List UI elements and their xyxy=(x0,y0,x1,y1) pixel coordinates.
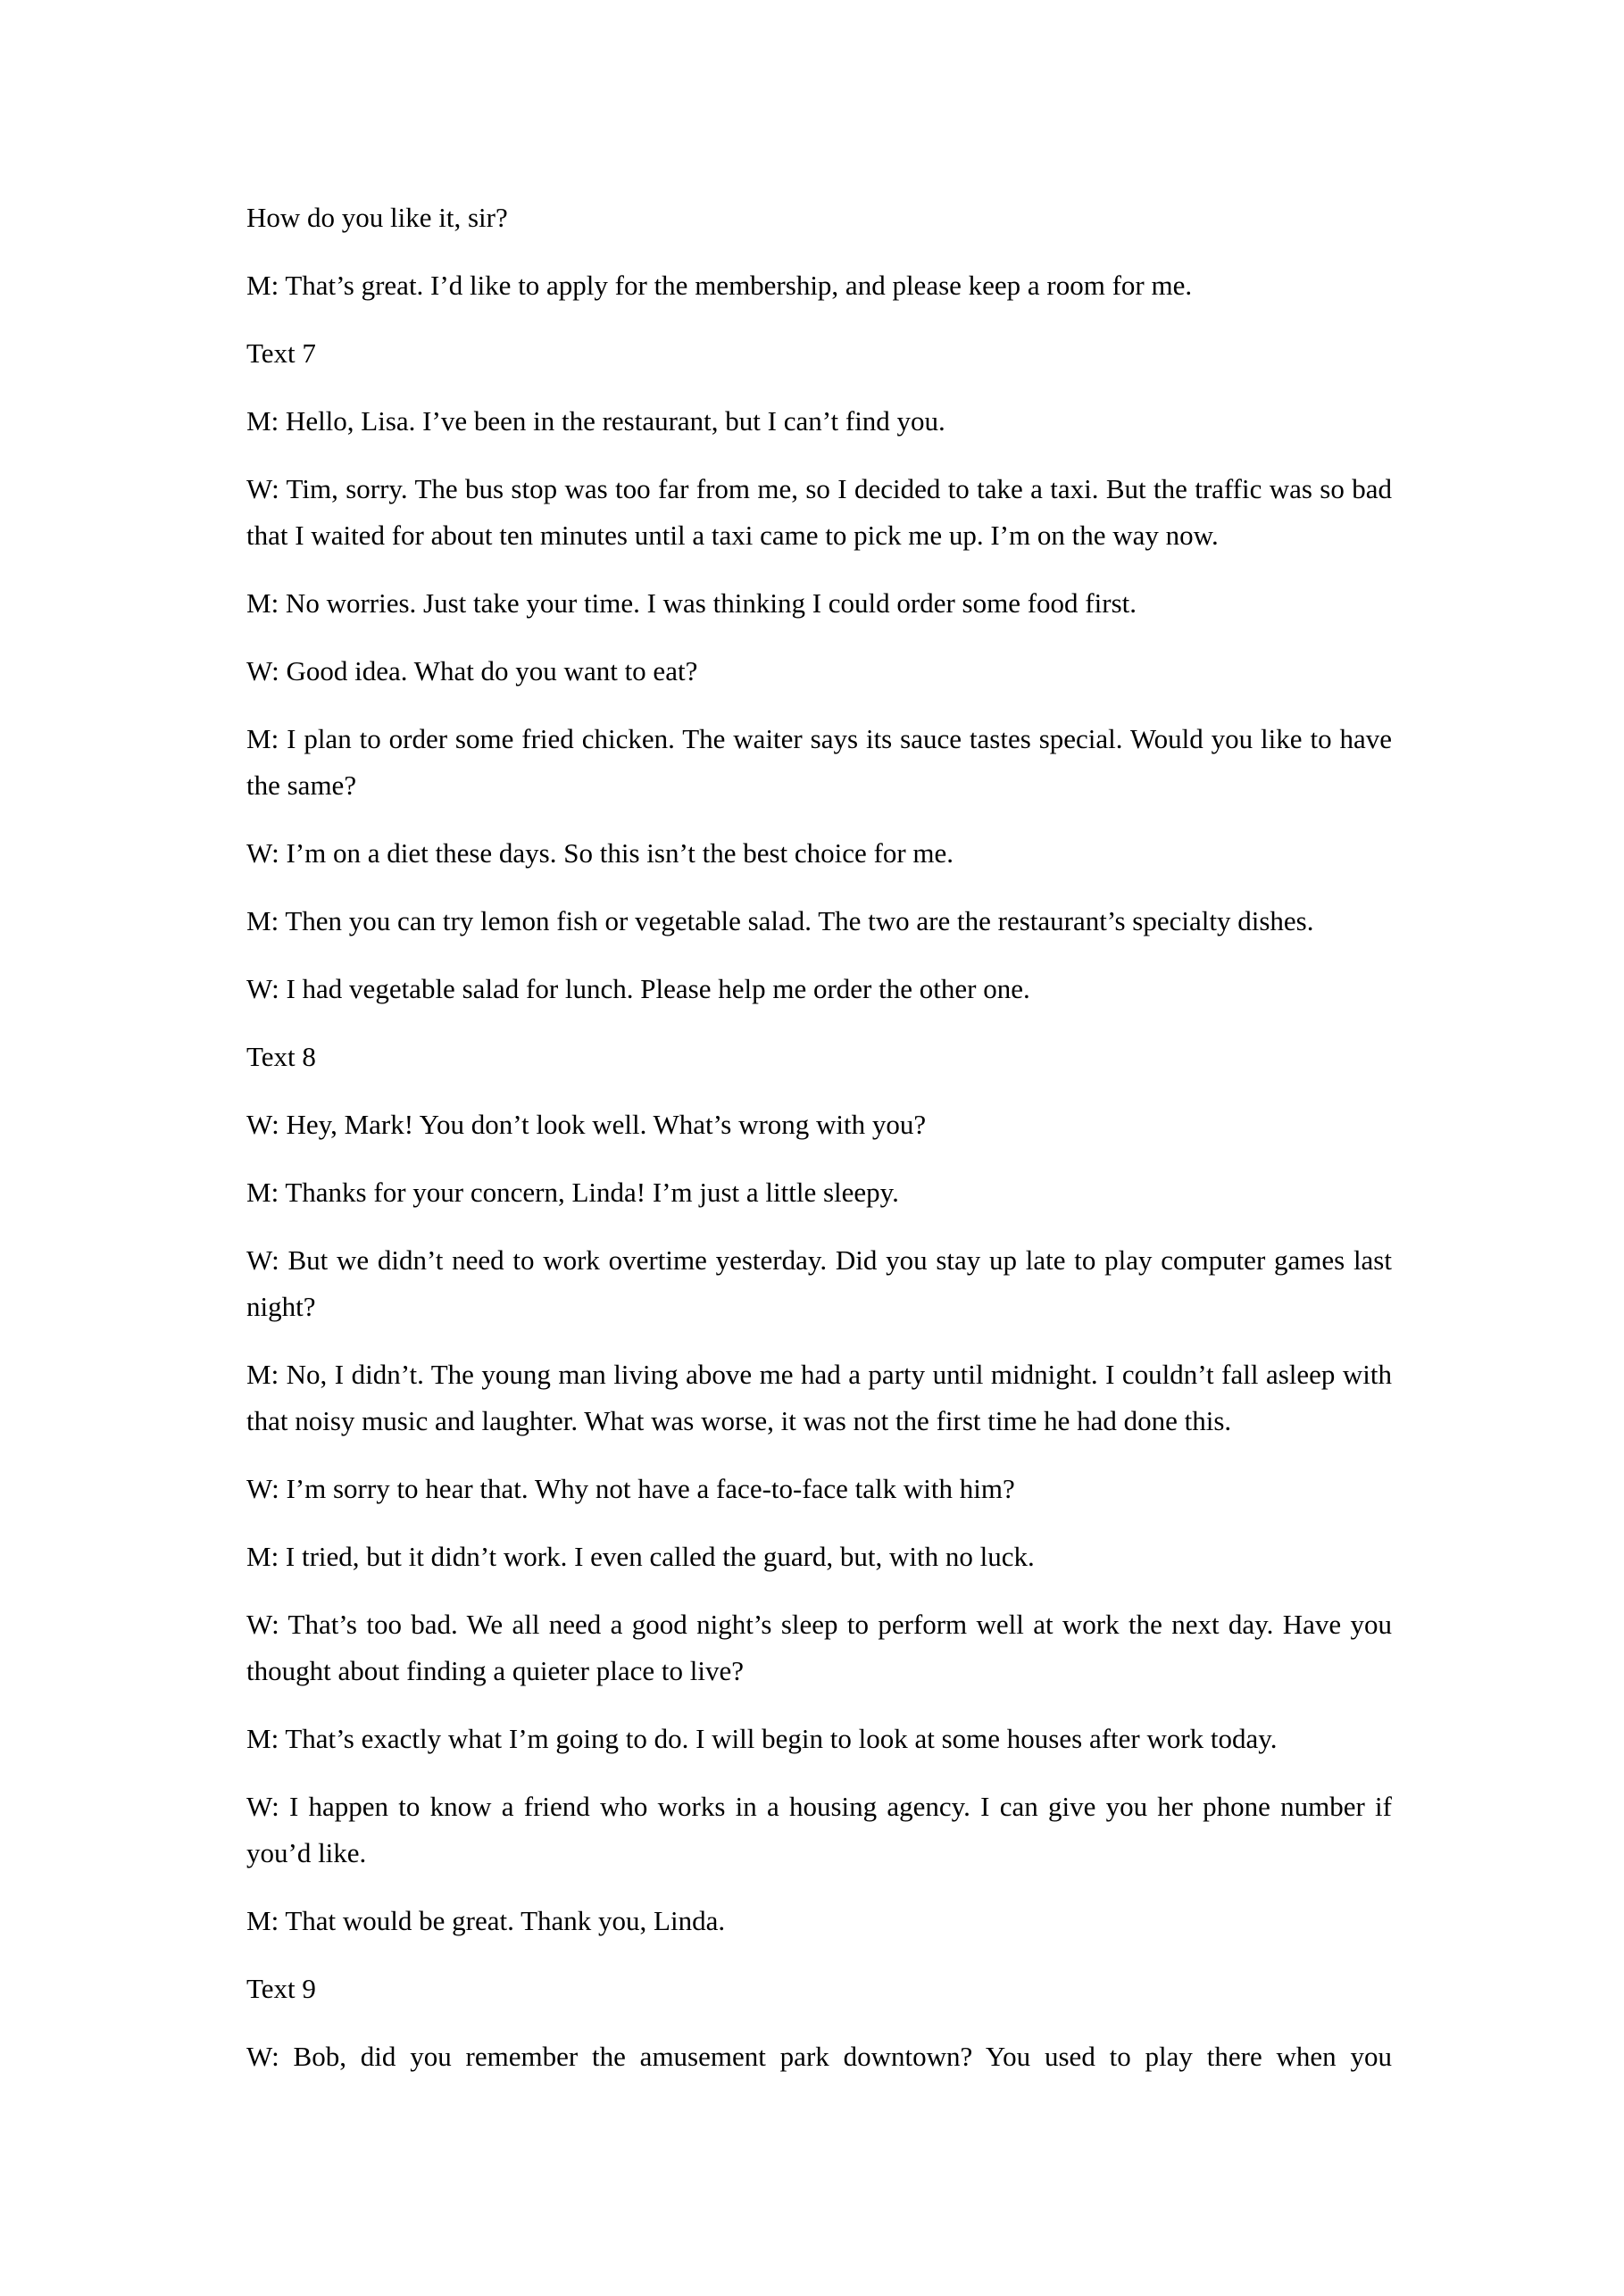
dialogue-line: W: Bob, did you remember the amusement park downtown? You used to play there when you xyxy=(246,2041,1392,2072)
dialogue-line: W: Good idea. What do you want to eat? xyxy=(246,655,698,686)
section-heading-text-8: Text 8 xyxy=(246,1041,316,1072)
dialogue-line: M: No, I didn’t. The young man living above me had a party until midnight. I couldn’t fall asleep with that noisy music and laughter. What was worse, it was not the first time he had done this. xyxy=(246,1359,1392,1436)
dialogue-line: M: I plan to order some fried chicken. The waiter says its sauce tastes special. Would you like to have the same? xyxy=(246,723,1392,801)
dialogue-line: W: Hey, Mark! You don’t look well. What’s wrong with you? xyxy=(246,1109,927,1140)
dialogue-line: M: That’s exactly what I’m going to do. I will begin to look at some houses after work today. xyxy=(246,1723,1278,1754)
dialogue-line: W: I’m on a diet these days. So this isn’t the best choice for me. xyxy=(246,837,954,869)
dialogue-line: W: Tim, sorry. The bus stop was too far from me, so I decided to take a taxi. But the traffic was so bad that I waited for about ten minutes until a taxi came to pick me up. I’m on the way now. xyxy=(246,473,1392,551)
dialogue-line: M: Thanks for your concern, Linda! I’m just a little sleepy. xyxy=(246,1177,899,1208)
dialogue-line: W: I happen to know a friend who works in a housing agency. I can give you her phone number if you’d like. xyxy=(246,1791,1392,1868)
dialogue-line: M: No worries. Just take your time. I was thinking I could order some food first. xyxy=(246,587,1137,619)
document-body xyxy=(246,195,1392,2101)
dialogue-line: W: I had vegetable salad for lunch. Please help me order the other one. xyxy=(246,973,1030,1004)
dialogue-line: W: That’s too bad. We all need a good night’s sleep to perform well at work the next day. Have you thought about finding a quieter place to live? xyxy=(246,1609,1392,1686)
dialogue-line: M: That would be great. Thank you, Linda. xyxy=(246,1905,726,1936)
dialogue-line: M: That’s great. I’d like to apply for the membership, and please keep a room for me. xyxy=(246,270,1193,301)
dialogue-line: How do you like it, sir? xyxy=(246,202,508,233)
dialogue-line: M: Then you can try lemon fish or vegetable salad. The two are the restaurant’s specialty dishes. xyxy=(246,905,1314,936)
dialogue-line: M: I tried, but it didn’t work. I even called the guard, but, with no luck. xyxy=(246,1541,1035,1572)
dialogue-line: M: Hello, Lisa. I’ve been in the restaurant, but I can’t find you. xyxy=(246,405,945,437)
dialogue-line: W: I’m sorry to hear that. Why not have a face-to-face talk with him? xyxy=(246,1473,1015,1504)
dialogue-line: W: But we didn’t need to work overtime yesterday. Did you stay up late to play computer games last night? xyxy=(246,1244,1392,1322)
section-heading-text-9: Text 9 xyxy=(246,1973,316,2004)
section-heading-text-7: Text 7 xyxy=(246,337,316,369)
